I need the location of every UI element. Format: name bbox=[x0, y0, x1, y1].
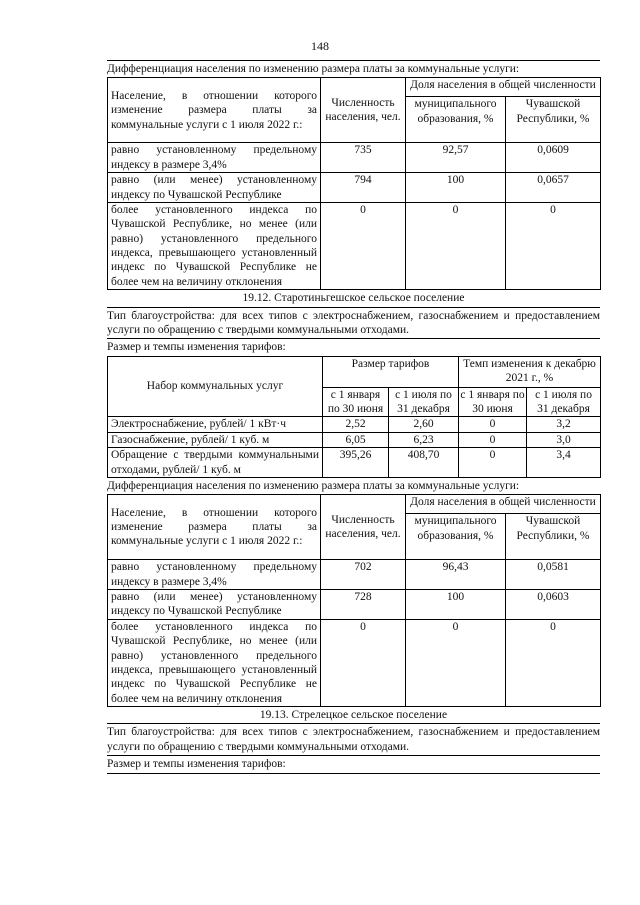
diff-title-2: Дифференциация населения по изменению размера платы за коммунальные услуги: bbox=[107, 479, 520, 492]
diff2-header-count: Численность населения, чел. bbox=[321, 495, 406, 560]
tariff-header-rate-jan: с 1 января по 30 июня bbox=[460, 388, 525, 415]
tariff-jul: 408,70 bbox=[389, 448, 459, 478]
tariff-rate-jul: 3,0 bbox=[527, 432, 601, 447]
tariff-rate-jul: 3,4 bbox=[527, 448, 601, 478]
row-republic: 0 bbox=[506, 619, 601, 706]
diff-title-1: Дифференциация населения по изменению размера платы за коммунальные услуги: bbox=[107, 60, 600, 77]
tariff-header-rate-jul: с 1 июля по 31 декабря bbox=[527, 387, 601, 417]
diff-table-1 bbox=[107, 77, 601, 290]
tariff-name: Обращение с твердыми коммунальными отходами, рублей/ 1 куб. м bbox=[108, 448, 323, 478]
table-row bbox=[108, 619, 601, 706]
tariff-jan: 395,26 bbox=[323, 448, 389, 478]
bottom-rule bbox=[107, 773, 600, 774]
page-content bbox=[107, 60, 600, 774]
tariff-rate-jul: 3,2 bbox=[527, 417, 601, 432]
row-republic: 0,0581 bbox=[506, 560, 601, 590]
improvement-type-19-12: Тип благоустройства: для всех типов с электроснабжением, газоснабжением и предоставлением услуги по обращению с твердыми коммунальными отходами. bbox=[107, 307, 600, 339]
table-row bbox=[108, 432, 601, 447]
diff1-header-count: Численность населения, чел. bbox=[321, 78, 406, 143]
tariff-table bbox=[107, 356, 601, 478]
row-label: более установленного индекса по Чувашской Республике, но менее (или равно) установленного предельного индекса, превышающего установленный индекс по Чувашской Республике не более чем на величину отклонения bbox=[108, 619, 321, 706]
tariff-name: Газоснабжение, рублей/ 1 куб. м bbox=[108, 432, 323, 447]
row-municipal: 96,43 bbox=[406, 560, 506, 590]
improvement-type-19-13: Тип благоустройства: для всех типов с электроснабжением, газоснабжением и предоставлением услуги по обращению с твердыми коммунальными отходами. bbox=[107, 723, 600, 755]
row-label: равно установленному предельному индексу в размере 3,4% bbox=[108, 143, 321, 173]
table-row bbox=[108, 560, 601, 590]
row-count: 0 bbox=[321, 202, 406, 289]
diff2-header-share: Доля населения в общей численности bbox=[406, 495, 601, 514]
row-republic: 0,0657 bbox=[506, 173, 601, 203]
diff1-header-population: Население, в отношении которого изменение размера платы за коммунальные услуги с 1 июля 2022 г.: bbox=[108, 78, 321, 143]
row-municipal: 92,57 bbox=[406, 143, 506, 173]
tariff-jan: 6,05 bbox=[323, 432, 389, 447]
row-municipal: 100 bbox=[406, 173, 506, 203]
table-row bbox=[108, 590, 601, 620]
diff1-header-share: Доля населения в общей численности bbox=[406, 78, 601, 97]
tariff-jan: 2,52 bbox=[323, 417, 389, 432]
row-republic: 0 bbox=[506, 202, 601, 289]
tariff-header-jul: с 1 июля по 31 декабря bbox=[389, 387, 459, 417]
table-row bbox=[108, 173, 601, 203]
row-count: 794 bbox=[321, 173, 406, 203]
diff-table-2 bbox=[107, 494, 601, 707]
tariff-jul: 2,60 bbox=[389, 417, 459, 432]
row-count: 0 bbox=[321, 619, 406, 706]
tariff-rate-jan: 0 bbox=[459, 417, 527, 432]
diff2-header-population: Население, в отношении которого изменение размера платы за коммунальные услуги с 1 июля 2022 г.: bbox=[108, 495, 321, 560]
table-row bbox=[108, 417, 601, 432]
tariffs-title-19-13: Размер и темпы изменения тарифов: bbox=[107, 755, 600, 772]
row-count: 728 bbox=[321, 590, 406, 620]
row-municipal: 100 bbox=[406, 590, 506, 620]
table-row bbox=[108, 143, 601, 173]
tariff-header-set: Набор коммунальных услуг bbox=[108, 356, 323, 417]
row-republic: 0,0603 bbox=[506, 590, 601, 620]
tariff-rate-jan: 0 bbox=[459, 432, 527, 447]
tariff-jul: 6,23 bbox=[389, 432, 459, 447]
tariff-rate-jan: 0 bbox=[459, 448, 527, 478]
row-label: равно (или менее) установленному индексу по Чувашской Республике bbox=[108, 173, 321, 203]
table-row bbox=[108, 202, 601, 289]
diff1-header-republic: Чувашской Республики, % bbox=[506, 97, 601, 143]
section-heading-19-12: 19.12. Старотиньгешское сельское поселение bbox=[242, 292, 465, 305]
tariff-header-rate: Темп изменения к декабрю 2021 г., % bbox=[459, 356, 601, 387]
tariff-name: Электроснабжение, рублей/ 1 кВт·ч bbox=[108, 417, 323, 432]
row-label: равно (или менее) установленному индексу по Чувашской Республике bbox=[108, 590, 321, 620]
page-number: 148 bbox=[311, 39, 329, 53]
diff2-header-republic: Чувашской Республики, % bbox=[506, 514, 601, 560]
row-count: 702 bbox=[321, 560, 406, 590]
table-row bbox=[108, 448, 601, 478]
row-municipal: 0 bbox=[406, 202, 506, 289]
row-count: 735 bbox=[321, 143, 406, 173]
tariff-header-size: Размер тарифов bbox=[323, 356, 459, 387]
row-republic: 0,0609 bbox=[506, 143, 601, 173]
diff2-header-municipal: муниципального образования, % bbox=[406, 514, 506, 560]
tariffs-title-19-12: Размер и темпы изменения тарифов: bbox=[107, 338, 600, 355]
tariff-header-jan: с 1 января по 30 июня bbox=[323, 387, 389, 417]
row-label: более установленного индекса по Чувашской Республике, но менее (или равно) установленного предельного индекса, превышающего установленный индекс по Чувашской Республике не более чем на величину отклонения bbox=[108, 202, 321, 289]
row-municipal: 0 bbox=[406, 619, 506, 706]
row-label: равно установленному предельному индексу в размере 3,4% bbox=[108, 560, 321, 590]
section-heading-19-13: 19.13. Стрелецкое сельское поселение bbox=[259, 709, 448, 721]
diff1-header-municipal: муниципального образования, % bbox=[406, 97, 506, 143]
